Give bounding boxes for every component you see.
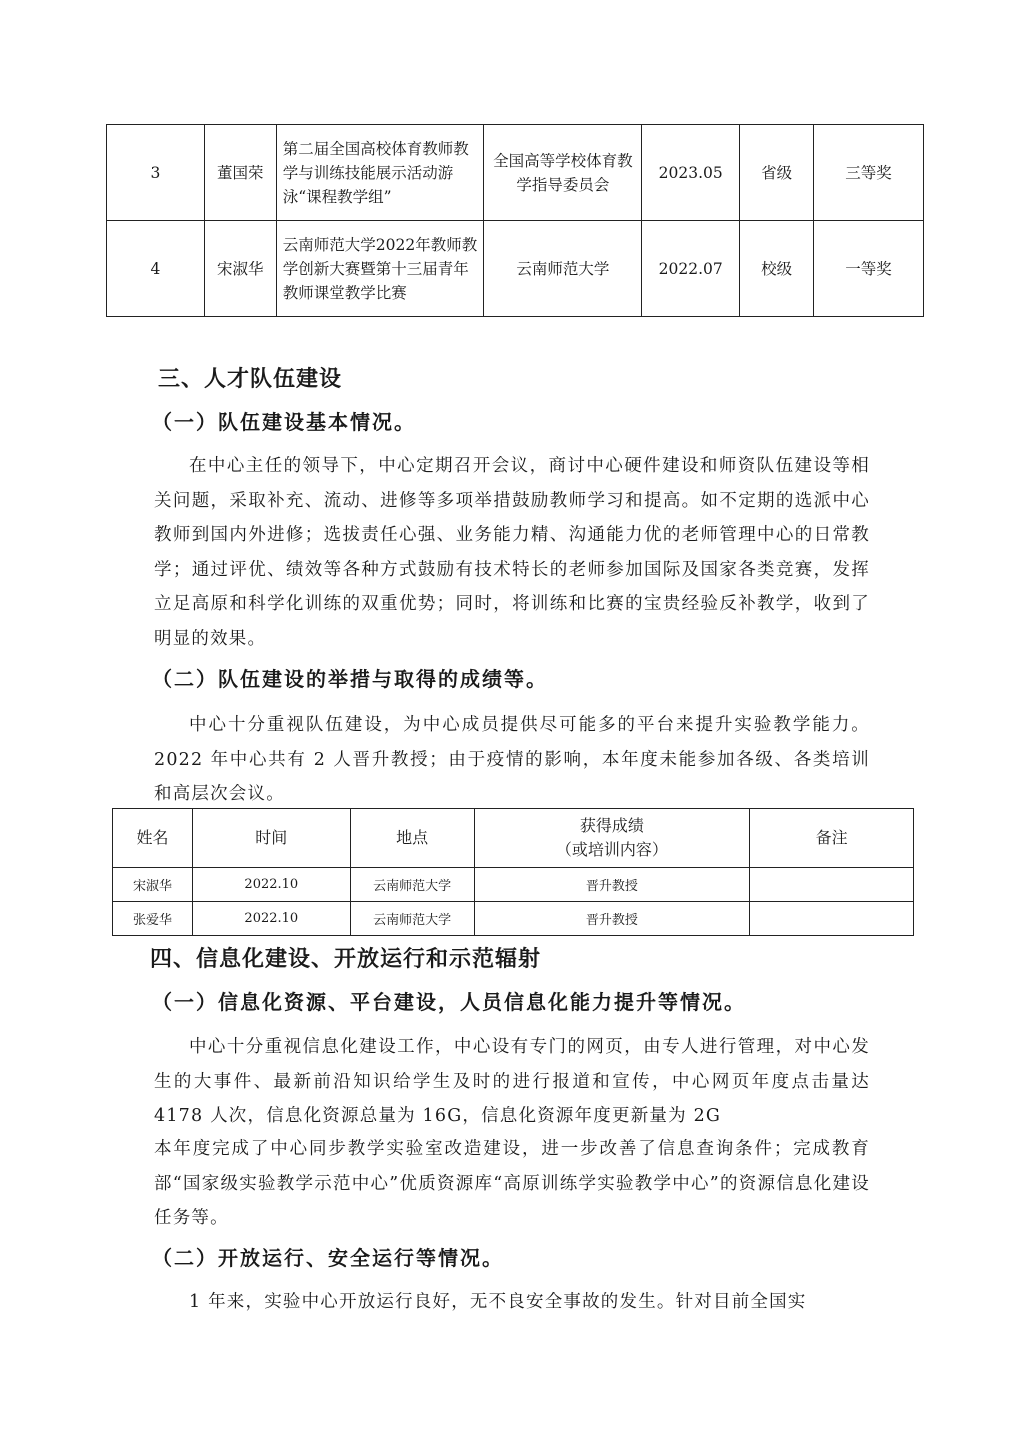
header-place: 地点	[350, 809, 474, 868]
award-prize: 三等奖	[814, 125, 924, 221]
header-result	[474, 809, 750, 868]
person-name: 宋淑华	[113, 868, 193, 902]
organizer: 云南师范大学	[484, 221, 642, 317]
award-prize: 一等奖	[814, 221, 924, 317]
table-row	[113, 868, 914, 902]
event-place: 云南师范大学	[350, 868, 474, 902]
header-result-label: 获得成绩	[579, 816, 644, 835]
row-number: 3	[107, 125, 205, 221]
event-result: 晋升教授	[474, 868, 750, 902]
section3-subheading-2: （二）队伍建设的举措与取得的成绩等。	[152, 667, 548, 691]
table-row	[107, 125, 924, 221]
competition-name: 云南师范大学2022年教师教学创新大赛暨第十三届青年教师课堂教学比赛	[276, 221, 484, 317]
section4-paragraph-2: 1 年来，实验中心开放运行良好，无不良安全事故的发生。针对目前全国实	[189, 1292, 807, 1312]
section4-heading: 四、信息化建设、开放运行和示范辐射	[150, 946, 542, 972]
competition-name: 第二届全国高校体育教师教学与训练技能展示活动游泳“课程教学组”	[276, 125, 484, 221]
table-header-row	[113, 809, 914, 868]
section3-subheading-1: （一）队伍建设基本情况。	[152, 410, 416, 434]
event-note	[750, 868, 914, 902]
table-row	[107, 221, 924, 317]
event-result: 晋升教授	[474, 902, 750, 936]
awards-table	[106, 124, 924, 317]
person-name: 张爱华	[113, 902, 193, 936]
award-date: 2023.05	[642, 125, 740, 221]
award-level: 省级	[740, 125, 814, 221]
table-row	[113, 902, 914, 936]
event-time: 2022.10	[192, 902, 350, 936]
header-time: 时间	[192, 809, 350, 868]
award-level: 校级	[740, 221, 814, 317]
organizer: 全国高等学校体育教学指导委员会	[484, 125, 642, 221]
section3-paragraph-2: 中心十分重视队伍建设，为中心成员提供尽可能多的平台来提升实验教学能力。2022 年中心共有 2 人晋升教授；由于疫情的影响，本年度未能参加各级、各类培训和高层次会议。	[154, 715, 870, 804]
section4-paragraph-1-cont: 本年度完成了中心同步教学实验室改造建设，进一步改善了信息查询条件；完成教育部“国家级实验教学示范中心”优质资源库“高原训练学实验教学中心”的资源信息化建设任务等。	[154, 1139, 870, 1228]
award-date: 2022.07	[642, 221, 740, 317]
row-number: 4	[107, 221, 205, 317]
event-place: 云南师范大学	[350, 902, 474, 936]
section3-heading: 三、人才队伍建设	[158, 366, 343, 392]
section3-paragraph-1: 在中心主任的领导下，中心定期召开会议，商讨中心硬件建设和师资队伍建设等相关问题，采取补充、流动、进修等多项举措鼓励教师学习和提高。如不定期的选派中心教师到国内外进修；选拔责任心强、业务能力精、沟通能力优的老师管理中心的日常教学；通过评优、绩效等各种方式鼓励有技术特长的老师参加国际及国家各类竞赛，发挥立足高原和科学化训练的双重优势；同时，将训练和比赛的宝贵经验反补教学，收到了明显的效果。	[154, 456, 870, 649]
event-time: 2022.10	[192, 868, 350, 902]
section4-subheading-1: （一）信息化资源、平台建设，人员信息化能力提升等情况。	[152, 990, 746, 1014]
header-note: 备注	[750, 809, 914, 868]
section4-subheading-2: （二）开放运行、安全运行等情况。	[152, 1246, 504, 1270]
teacher-name: 董国荣	[204, 125, 276, 221]
teacher-name: 宋淑华	[204, 221, 276, 317]
training-table	[112, 808, 914, 936]
header-result-sub: （或培训内容）	[555, 840, 668, 859]
header-name: 姓名	[113, 809, 193, 868]
event-note	[750, 902, 914, 936]
section4-paragraph-1: 中心十分重视信息化建设工作，中心设有专门的网页，由专人进行管理，对中心发生的大事件、最新前沿知识给学生及时的进行报道和宣传，中心网页年度点击量达 4178 人次，信息化资源总量为 16G，信息化资源年度更新量为 2G	[154, 1037, 870, 1126]
